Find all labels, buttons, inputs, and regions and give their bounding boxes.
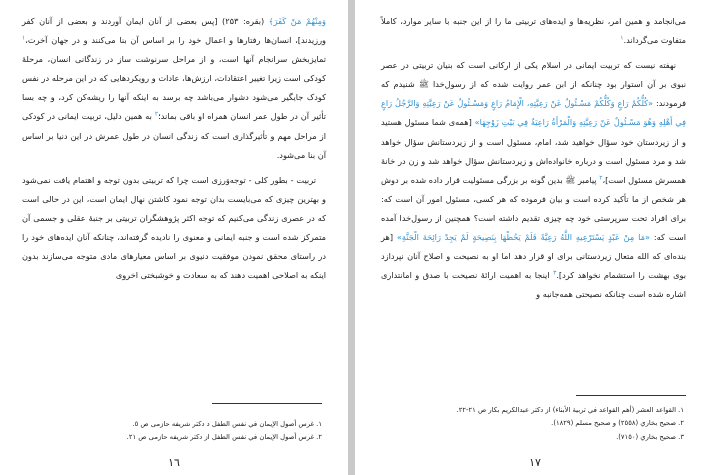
hadith-quote: «مَا مِنْ عَبْدٍ يَسْتَرْعِيهِ اللَّهُ رَعِيَّةً فَلَمْ يَحُطْهَا بِنَصِيحَةٍ لَمْ يَجِدْ رَائِحَةَ الْجَنَّةِ» (396, 232, 651, 243)
footnote-1: ١. غرس أصول الإيمان في نفس الطفل د دكتر شريفه حازمى ص ٥. (132, 420, 322, 428)
paragraph-text: به همین دلیل، تربیت ایمانی در کودکی از مراحل مهم و تأثیرگذاری است که زندگی انسان در طول عمرش در این دنیا بر اساس آن بنا می‌شود. (22, 111, 326, 160)
footnote-ref[interactable]: ٢ (599, 174, 603, 182)
paragraph-text: [همه‌ی شما مسئول هستید و از زیردستان خود سؤال خواهید شد، امام، مسئول است و از زیردستانش سؤال خواهد شد و مرد مسئول است و درباره خانواده‌اش و زیردستانش سؤال خواهد شد و زن در خانهٔ همسرش مسئول است]، (381, 117, 686, 185)
paragraph-text: اینجا به اهمیت ارائهٔ نصیحت با صدق و امانتداری اشاره شده است چنانکه نصیحتی همه‌جانبه و (381, 270, 686, 300)
footnote-ref[interactable]: ١ (22, 34, 26, 42)
left-paragraph-2: تربیت - بطور کلی - توجه‌وَرزی است چرا که تربیتی بدون توجه و اهتمام یافت نمی‌شود و بهترین چیزی که می‌بایست بدان توجه نمود کاشتن نهال ایمان است، این در حالی است که در عصری زندگی می‌کنیم که توجه اکثر پژوهشگران تربیتی بر جنبهٔ عقلی و جسمی آن متمرکز شده است و جنبه ایمانی و معنوی را نادیده گرفته‌اند، چنانکه آنان ایده‌های خود را در راستای محقق نمودن موفقیت دنیوی بر اساس معیارهای مادی متوجه می‌سازند بدون اینکه به اصلاحی اهمیت دهند که به سعادت و خوشبختی اخروی (22, 174, 326, 281)
footnote-divider (212, 403, 322, 404)
right-paragraph-1 (381, 12, 686, 50)
footnote-3: ٣. صحيح بخاري (٧١٥٠). (616, 432, 684, 441)
footnote-2: ٢. غرس أصول الإيمان في نفس الطفل از دكتر شريفه حازمى ص ٢١. (126, 433, 322, 442)
hadith-quote: «كُلُّكُمْ رَاعٍ وَكُلُّكُمْ مَسْـئُولٌ عَنْ رَعِيَّتِهِ، الْإِمَامُ رَاعٍ وَمَسْـئُولٌ عَنْ رَعِيَّتِهِ وَالرَّجُلُ رَاعٍ فِي أَهْلِهِ وَهُوَ مَسْـئُولٌ عَنْ رَعِيَّتِهِ وَالْمَرْأَةُ رَاعِيَةٌ فِي بَيْتِ زَوْجِهَا» (381, 98, 686, 128)
paragraph-text: پیامبر ﷺ بدین گونه بر بزرگی مسئولیت قرار داده شده بر دوش هر شخص از ما تأکید کرده است و بیان فرموده که هر کسی، مسئول امور آن است که: برای افراد تحت سرپرستی خود چه چیزی تقدیم داشته است؟ همچنین از رسول‌خدا آمده است که: (381, 174, 687, 243)
left-page-body (22, 12, 326, 285)
book-gutter (348, 0, 355, 475)
page-number: ١٧ (529, 456, 541, 469)
right-page (355, 0, 710, 475)
footnote-ref[interactable]: ٣ (553, 269, 557, 277)
paragraph-text: می‌انجامد و همین امر، نظریه‌ها و ایده‌های تربیتی ما را از این جنبه با سایر موارد، کاملاً متفاوت می‌گرداند. (381, 16, 686, 46)
paragraph-text: تمایزبخش سرانجام آنها است، و از مراحل سرنوشت ساز در زندگانی انسان، مرحلهٔ کودکی است زیرا تغییر اعتقادات، ارزش‌ها، عادات و رویکردهایی که در این مرحله در نفس کودک جایگیر می‌شود دشوار می‌باشد چه برسد به اینکه آنها را ریشه‌کن کرد، و چه بسا تأثیر آن در طول عمر انسان همراه او باقی بماند؛ (22, 54, 327, 122)
page-number: ١٦ (168, 456, 180, 469)
right-page-body (381, 12, 686, 304)
paragraph-text: (بقره: ۲۵۳) [پس بعضی از آنان ایمان آوردند و بعضی از آنان کفر ورزیدند]، انسان‌ها رفتارها و اعمال خود را بر اساس آن بنا می‌کنند و در جهان آخرت، (22, 16, 326, 46)
quran-quote: وَمِنْهُمْ مَنْ كَفَرَ﴾ (268, 16, 326, 26)
paragraph-text: نهفته نیست که تربیت ایمانی در اسلام یکی از ارکانی است که بنیان تربیتی در عصر نبوی بر آن استوار بود چنانکه از ابن عمر روایت شده که از رسول‌خدا ﷺ شنیدم که فرمودند: (381, 60, 686, 109)
footnote-2: ٢. صحيح بخاري (٢٥٥٨) و صحيح مسلم (١٨٢٩). (551, 419, 684, 428)
paragraph-text: [هر بنده‌ای که الله متعال زیردستانی برای او قرار دهد اما او به نصیحت و اصلاح آنان نپردازد بوی بهشت را استشمام نخواهد کرد]. (381, 232, 686, 281)
right-paragraph-2 (381, 56, 686, 304)
left-footnotes (24, 418, 322, 445)
footnote-divider (576, 395, 686, 396)
left-page (0, 0, 348, 475)
footnote-ref[interactable]: ١ (620, 34, 624, 42)
footnote-ref[interactable]: ٢ (154, 110, 159, 118)
right-footnotes (379, 404, 684, 444)
footnote-1: ١. القواعد العشر (أهم القواعد في تربية الأبناء) از دكتر عبدالكريم بكار ص ٢١-٢٢. (456, 406, 684, 414)
left-paragraph-1 (22, 12, 326, 165)
